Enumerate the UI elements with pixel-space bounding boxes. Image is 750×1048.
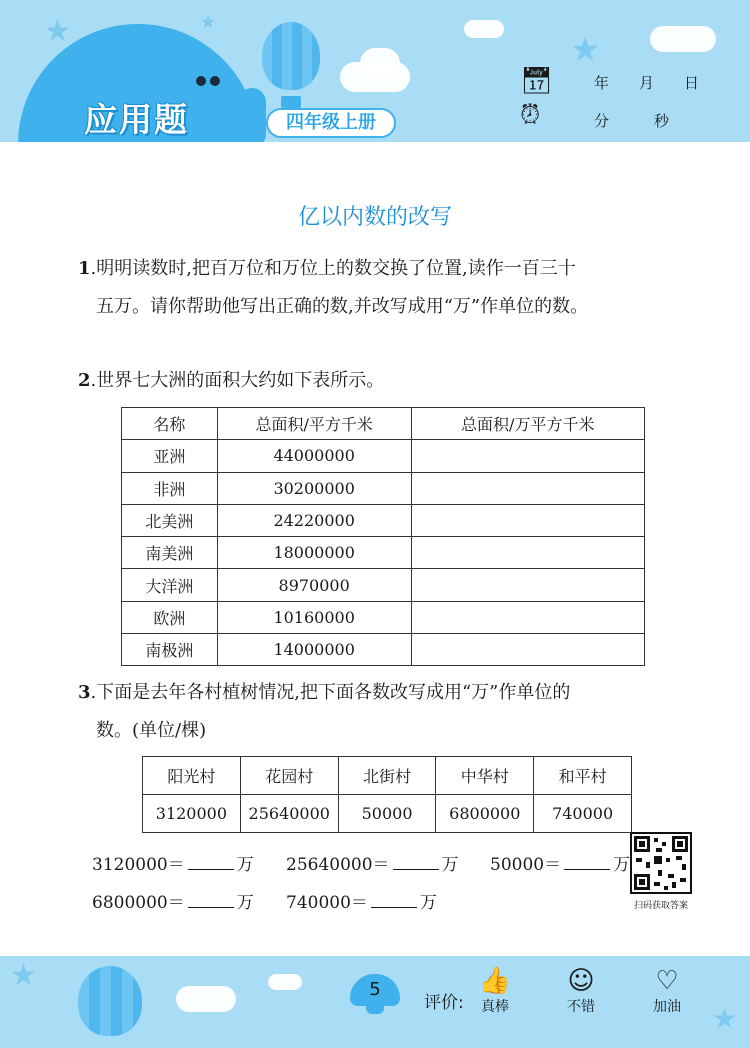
cloud-decoration: [464, 20, 504, 38]
continent-name: 欧洲: [122, 601, 218, 633]
answer-blank[interactable]: [393, 854, 439, 870]
balloon-basket: [281, 96, 301, 108]
conversion-blank: 740000＝ 万: [286, 893, 437, 913]
question-text: .下面是去年各村植树情况,把下面各数改写成用“万”作单位的: [90, 682, 571, 703]
tree-planting-table: [142, 756, 632, 833]
answer-cell[interactable]: [411, 472, 644, 504]
village-row: [143, 757, 632, 795]
alarm-clock-icon: ⏰︎: [520, 100, 541, 130]
tree-count: 50000: [338, 795, 436, 833]
qr-caption: 扫码获取答案: [633, 901, 688, 911]
question-number: 1: [78, 258, 91, 279]
eval-option-label: 真棒: [481, 999, 509, 1015]
answer-blank[interactable]: [188, 892, 234, 908]
answer-cell[interactable]: [411, 440, 644, 472]
continent-name: 亚洲: [122, 440, 218, 472]
question-text: 五万。请你帮助他写出正确的数,并改写成用“万”作单位的数。: [96, 296, 589, 317]
area-value: 18000000: [217, 537, 411, 569]
eval-option-great[interactable]: [470, 966, 520, 1016]
table-header-row: [122, 408, 645, 440]
answer-cell[interactable]: [411, 569, 644, 601]
tree-count: 6800000: [436, 795, 534, 833]
star-decoration: ★: [570, 30, 601, 70]
eval-option-good[interactable]: [556, 966, 606, 1016]
area-value: 10160000: [217, 601, 411, 633]
star-decoration: ★: [44, 14, 71, 49]
count-row: [143, 795, 632, 833]
village-name: 和平村: [534, 757, 632, 795]
conversion-blank: 3120000＝ 万: [92, 855, 254, 875]
area-value: 8970000: [217, 569, 411, 601]
conversion-blank: 50000＝ 万: [490, 855, 631, 875]
cloud-decoration: [176, 986, 236, 1012]
answer-blank[interactable]: [371, 892, 417, 908]
eval-option-label: 不错: [567, 999, 595, 1015]
conversion-blank: 6800000＝ 万: [92, 893, 254, 913]
question-text: .世界七大洲的面积大约如下表所示。: [90, 370, 385, 391]
elephant-eye: [196, 76, 206, 86]
continent-name: 北美洲: [122, 504, 218, 536]
star-decoration: ★: [712, 1002, 738, 1035]
table-row: [122, 569, 645, 601]
answer-blank[interactable]: [188, 854, 234, 870]
tree-count: 3120000: [143, 795, 241, 833]
area-value: 30200000: [217, 472, 411, 504]
table-row: [122, 440, 645, 472]
cloud-decoration: [268, 974, 302, 990]
book-title: 应用题: [84, 100, 189, 139]
column-header: 总面积/万平方千米: [411, 408, 644, 440]
question-text: 数。(单位/棵): [96, 720, 207, 741]
area-value: 24220000: [217, 504, 411, 536]
question-3: [78, 674, 678, 750]
conversion-blank: 25640000＝ 万: [286, 855, 459, 875]
continent-name: 非洲: [122, 472, 218, 504]
table-row: [122, 634, 645, 666]
question-1: [78, 250, 678, 326]
smiley-icon: ☺: [567, 966, 595, 996]
column-header: 总面积/平方千米: [217, 408, 411, 440]
tree-count: 740000: [534, 795, 632, 833]
continent-name: 南美洲: [122, 537, 218, 569]
table-row: [122, 537, 645, 569]
village-name: 阳光村: [143, 757, 241, 795]
area-value: 44000000: [217, 440, 411, 472]
answer-cell[interactable]: [411, 504, 644, 536]
page-number: 5: [350, 974, 400, 1006]
mushroom-stem: [366, 1004, 384, 1014]
heart-icon: ♡: [655, 966, 679, 996]
village-name: 中华村: [436, 757, 534, 795]
star-decoration: ★: [10, 958, 37, 993]
date-time-area: [518, 66, 718, 136]
evaluation-label: 评价:: [424, 993, 464, 1013]
section-title: 亿以内数的改写: [297, 205, 452, 230]
qr-code-icon[interactable]: [630, 832, 692, 894]
eval-option-keep-going[interactable]: [642, 966, 692, 1016]
eval-option-label: 加油: [653, 999, 681, 1015]
cloud-decoration: [650, 26, 716, 52]
hot-air-balloon-illustration: [78, 966, 142, 1036]
continent-name: 南极洲: [122, 634, 218, 666]
column-header: 名称: [122, 408, 218, 440]
thumbs-up-icon: 👍: [478, 966, 512, 996]
question-2: [78, 362, 678, 400]
star-decoration: ★: [200, 12, 217, 33]
village-name: 花园村: [240, 757, 338, 795]
tree-count: 25640000: [240, 795, 338, 833]
elephant-eye: [210, 76, 220, 86]
table-row: [122, 601, 645, 633]
answer-blank[interactable]: [564, 854, 610, 870]
answer-cell[interactable]: [411, 601, 644, 633]
page-header: [0, 0, 750, 142]
date-row: 年 月 日: [594, 74, 700, 92]
cloud-decoration: [360, 48, 400, 78]
continent-name: 大洋洲: [122, 569, 218, 601]
answer-cell[interactable]: [411, 634, 644, 666]
answer-cell[interactable]: [411, 537, 644, 569]
time-row: 分 秒: [594, 112, 670, 130]
calendar-icon: 📅︎: [520, 66, 554, 96]
hot-air-balloon-illustration: [262, 22, 320, 90]
question-number: 3: [78, 682, 91, 703]
grade-label: 四年级上册: [266, 108, 396, 138]
table-row: [122, 472, 645, 504]
question-number: 2: [78, 370, 91, 391]
continent-area-table: [121, 407, 645, 666]
table-row: [122, 504, 645, 536]
village-name: 北街村: [338, 757, 436, 795]
elephant-trunk: [238, 88, 266, 142]
area-value: 14000000: [217, 634, 411, 666]
question-text: .明明读数时,把百万位和万位上的数交换了位置,读作一百三十: [90, 258, 576, 279]
